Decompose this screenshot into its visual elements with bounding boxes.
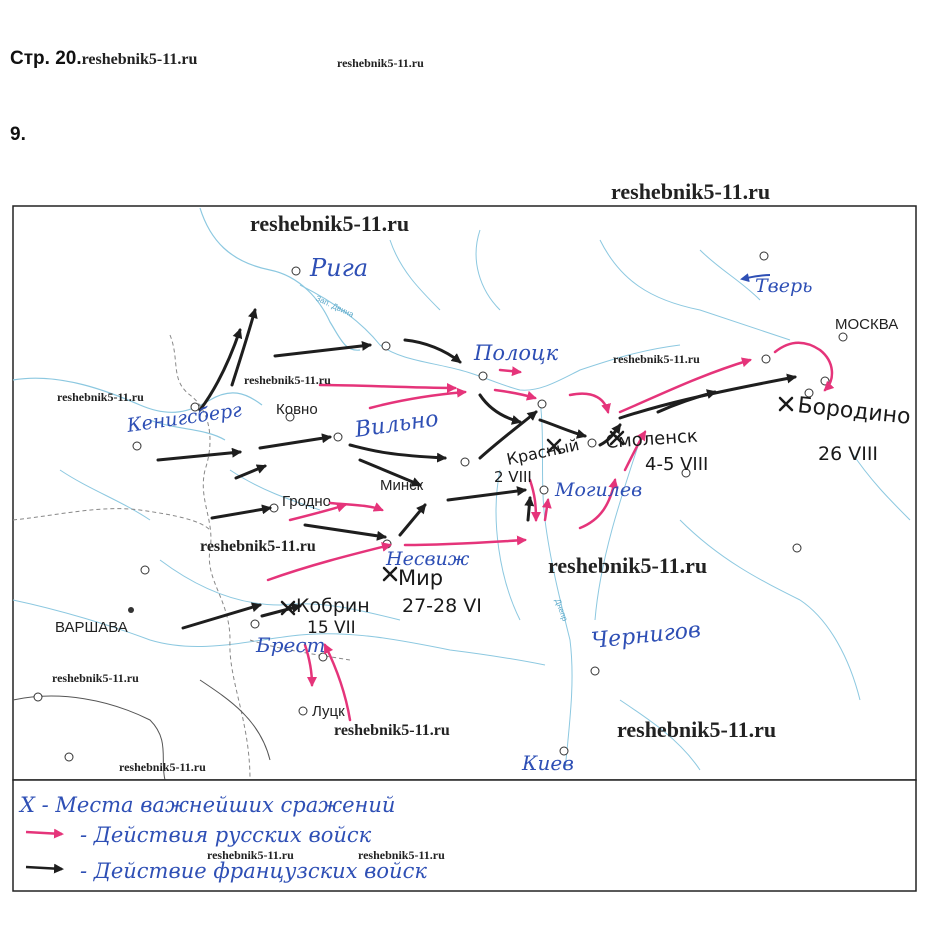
watermark: reshebnik5-11.ru <box>250 211 410 236</box>
watermark: reshebnik5-11.ru <box>613 352 700 366</box>
battle-date-krasny: 2 VIII <box>494 468 532 486</box>
place-label-chernigov: Чернигов <box>590 617 702 654</box>
place-label-tver: Тверь <box>755 275 813 297</box>
page-label: Стр. 20. <box>10 48 82 69</box>
watermark: reshebnik5-11.ru <box>548 553 708 578</box>
city-label-minsk: Минск <box>380 477 424 494</box>
watermark: reshebnik5-11.ru <box>617 717 777 742</box>
city-label-moscow: МОСКВА <box>835 316 899 333</box>
task-number: 9. <box>10 124 26 145</box>
city-label-warsaw: ВАРШАВА <box>55 619 128 636</box>
watermark: reshebnik5-11.ru <box>207 848 294 862</box>
battle-label-smolensk: Смоленск <box>604 425 699 453</box>
watermark: reshebnik5-11.ru <box>119 760 206 774</box>
watermark: reshebnik5-11.ru <box>244 373 331 387</box>
battle-date-borodino: 26 VIII <box>818 443 879 465</box>
battle-label-mir: Мир <box>398 566 444 590</box>
river-label-dnepr: Днепр <box>553 597 570 623</box>
watermark: reshebnik5-11.ru <box>81 51 198 68</box>
legend <box>18 793 427 883</box>
place-label-kiev: Киев <box>522 751 574 775</box>
river-label-dvina: Зап. Двина <box>314 293 356 320</box>
city-label-kovno: Ковно <box>276 401 318 418</box>
watermark: reshebnik5-11.ru <box>57 390 144 404</box>
watermark: reshebnik5-11.ru <box>337 56 424 70</box>
battle-label-borodino: Бородино <box>796 393 912 430</box>
battle-date-mir: 27-28 VI <box>402 595 482 617</box>
watermark: reshebnik5-11.ru <box>52 671 139 685</box>
battle-date-kobrin: 15 VII <box>307 618 356 638</box>
legend-french: - Действие французских войск <box>80 859 427 883</box>
legend-battles: X - Места важнейших сражений <box>20 793 396 817</box>
place-label-polotsk: Полоцк <box>474 341 559 365</box>
legend-russian: - Действия русских войск <box>80 823 372 847</box>
place-label-riga: Рига <box>310 254 369 282</box>
battle-label-krasny: Красный <box>504 435 581 469</box>
place-label-vilno: Вильно <box>353 406 441 443</box>
place-label-konigsberg: Кенигсберг <box>125 399 244 437</box>
watermark: reshebnik5-11.ru <box>200 538 316 555</box>
city-label-grodno: Гродно <box>282 493 332 510</box>
watermark: reshebnik5-11.ru <box>358 848 445 862</box>
watermark: reshebnik5-11.ru <box>334 722 450 739</box>
watermark: reshebnik5-11.ru <box>611 179 771 204</box>
battle-label-kobrin: Кобрин <box>296 595 370 617</box>
place-label-mogilev: Могилев <box>555 479 643 501</box>
battle-date-smolensk: 4-5 VIII <box>645 454 709 475</box>
city-label-lutsk: Луцк <box>312 703 345 720</box>
place-label-brest: Брест <box>256 633 326 657</box>
place-label-nesvizh: Несвиж <box>386 548 470 570</box>
